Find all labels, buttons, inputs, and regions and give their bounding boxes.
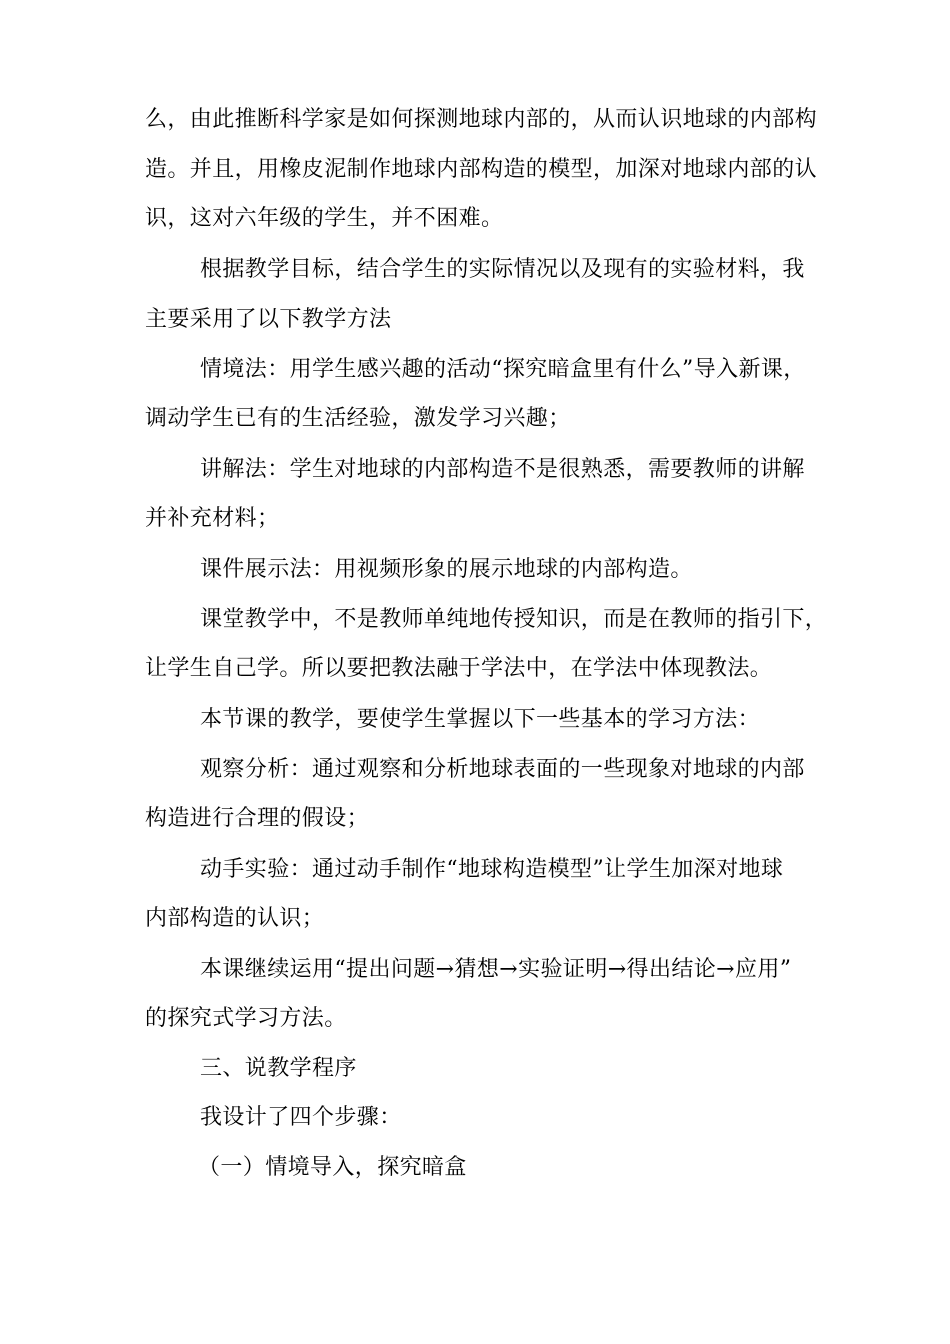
- paragraph-line: 内部构造的认识；: [145, 906, 325, 931]
- paragraph-line: 并补充材料；: [145, 506, 280, 531]
- paragraph-line: 的探究式学习方法。: [145, 1006, 347, 1031]
- paragraph-line: 动手实验：通过动手制作“地球构造模型”让学生加深对地球: [200, 857, 784, 882]
- paragraph-line: 本节课的教学，要使学生掌握以下一些基本的学习方法：: [200, 707, 761, 732]
- paragraph-line: 识，这对六年级的学生，并不困难。: [145, 206, 504, 231]
- paragraph-line: 么，由此推断科学家是如何探测地球内部的，从而认识地球的内部构: [145, 107, 818, 132]
- paragraph-line: 课件展示法：用视频形象的展示地球的内部构造。: [200, 557, 693, 582]
- subsection-heading: （一）情境导入，探究暗盒: [198, 1155, 467, 1180]
- paragraph-line: 主要采用了以下教学方法: [145, 307, 392, 332]
- paragraph-line: 调动学生已有的生活经验，激发学习兴趣；: [145, 406, 571, 431]
- paragraph-line: 根据教学目标，结合学生的实际情况以及现有的实验材料，我: [200, 257, 805, 282]
- paragraph-line: 观察分析：通过观察和分析地球表面的一些现象对地球的内部: [200, 757, 805, 782]
- paragraph-line: 本课继续运用“提出问题→猜想→实验证明→得出结论→应用”: [200, 957, 792, 982]
- paragraph-line: 我设计了四个步骤：: [200, 1105, 402, 1130]
- section-heading: 三、说教学程序: [200, 1056, 357, 1081]
- paragraph-line: 讲解法：学生对地球的内部构造不是很熟悉，需要教师的讲解: [200, 457, 805, 482]
- paragraph-line: 构造进行合理的假设；: [145, 806, 370, 831]
- paragraph-line: 情境法：用学生感兴趣的活动“探究暗盒里有什么”导入新课，: [200, 357, 806, 382]
- paragraph-line: 课堂教学中，不是教师单纯地传授知识，而是在教师的指引下，: [200, 607, 828, 632]
- paragraph-line: 造。并且，用橡皮泥制作地球内部构造的模型，加深对地球内部的认: [145, 157, 818, 182]
- paragraph-line: 让学生自己学。所以要把教法融于学法中，在学法中体现教法。: [145, 656, 773, 681]
